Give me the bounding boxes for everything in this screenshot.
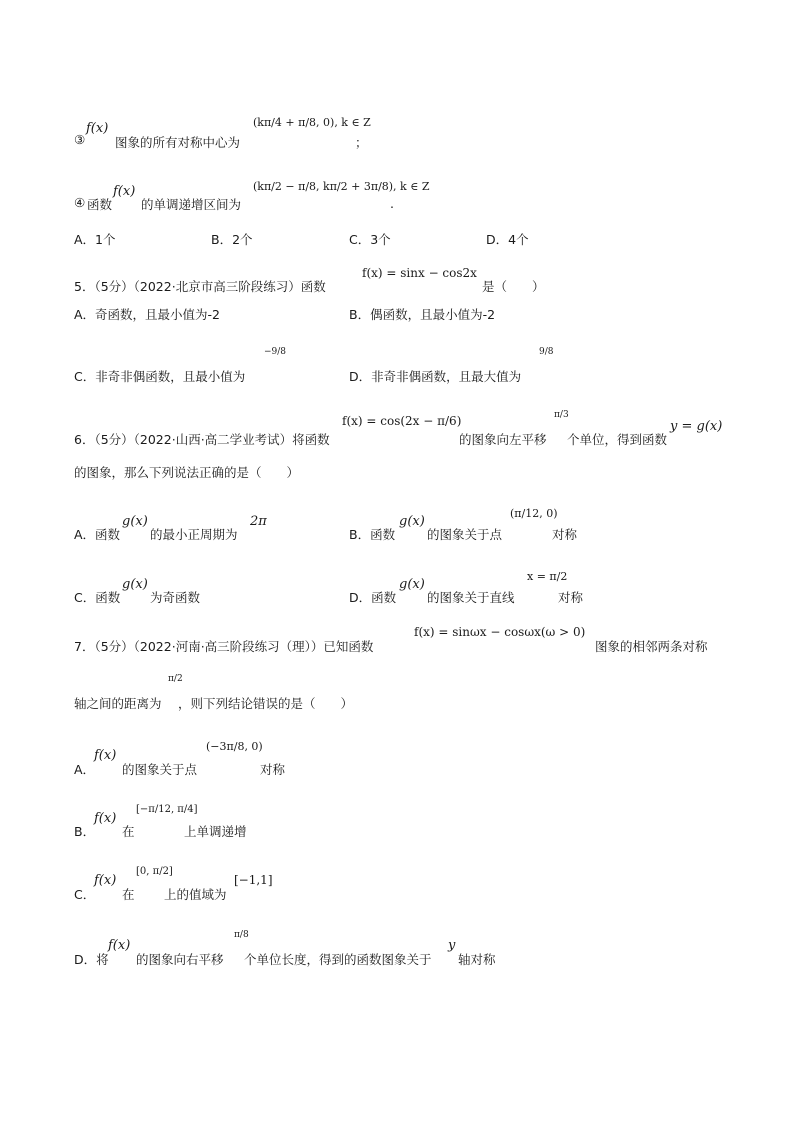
q5-formula: f(x) = sinx − cos2x	[362, 266, 477, 280]
q6-option-b-pre: B．函数	[349, 527, 396, 542]
q7-option-d-y: y	[448, 938, 456, 953]
func-fx: f(x)	[86, 121, 109, 136]
q7-option-c-pre: C．	[74, 887, 96, 902]
q7-formula: f(x) = sinωx − cosωx(ω > 0)	[414, 625, 586, 639]
q6-option-b-value: (π/12, 0)	[510, 507, 558, 520]
q6-mid2: 个单位，得到函数	[567, 432, 668, 447]
q7-after: 图象的相邻两条对称	[595, 639, 708, 654]
q7-option-d-text: 的图象向右平移	[136, 952, 224, 967]
q5-option-d-value: 9/8	[539, 347, 554, 357]
q6-option-d-pre: D．函数	[349, 590, 397, 605]
statement-4-pre: 函数	[87, 197, 113, 212]
q4-option-b: B．2个	[211, 232, 253, 247]
q7-option-b-value: [−π/12, π/4]	[136, 804, 198, 815]
q6-g-function: y = g(x)	[670, 419, 723, 434]
q6-option-d-g: g(x)	[399, 577, 425, 592]
q4-option-a: A．1个	[74, 232, 116, 247]
q6-option-a-pre: A．函数	[74, 527, 121, 542]
q5-option-a: A．奇函数，且最小值为-2	[74, 307, 221, 322]
q6-option-c-g: g(x)	[122, 577, 148, 592]
q6-option-d-value: x = π/2	[527, 570, 568, 583]
q6-option-a-text: 的最小正周期为	[150, 527, 238, 542]
q6-option-c-text: 为奇函数	[150, 590, 201, 605]
q6-option-b-g: g(x)	[399, 514, 425, 529]
q5-stem: 5．（5分）（2022·北京市高三阶段练习）函数	[74, 279, 326, 294]
q4-option-d: D．4个	[486, 232, 529, 247]
statement-marker: ③	[74, 132, 86, 147]
statement-4-marker: ④	[74, 195, 86, 210]
q5-option-b: B．偶函数，且最小值为-2	[349, 307, 496, 322]
q7-option-b-end: 上单调递增	[184, 824, 247, 839]
q7-option-c-value: [0, π/2]	[136, 866, 173, 877]
symmetry-center-formula: (kπ/4 + π/8, 0), k ∈ Z	[253, 116, 371, 129]
q7-option-b-pre: B．	[74, 824, 96, 839]
q6-option-a-value: 2π	[250, 514, 267, 529]
q6-stem: 6．（5分）（2022·山西·高二学业考试）将函数	[74, 432, 330, 447]
statement-3-text: 图象的所有对称中心为	[115, 135, 241, 150]
q7-option-c-range: [−1,1]	[234, 873, 273, 887]
q7-option-a-text: 的图象关于点	[122, 762, 198, 777]
statement-3-end: ；	[355, 135, 368, 150]
q7-line2-post: ，则下列结论错误的是（ ）	[178, 696, 354, 711]
q6-line2: 的图象，那么下列说法正确的是（ ）	[74, 465, 300, 480]
statement-4-text: 的单调递增区间为	[141, 197, 242, 212]
q7-option-a-end: 对称	[260, 762, 286, 777]
q4-option-c: C．3个	[349, 232, 391, 247]
q5-option-c-value: −9/8	[264, 347, 287, 357]
q7-option-d-f: f(x)	[108, 938, 131, 953]
q7-line2-value: π/2	[168, 674, 183, 684]
q5-after: 是（ ）	[482, 279, 545, 294]
q6-shift: π/3	[554, 410, 569, 420]
q7-option-a-pre: A．	[74, 762, 96, 777]
q6-option-d-end: 对称	[558, 590, 584, 605]
q5-option-c: C．非奇非偶函数，且最小值为	[74, 369, 246, 384]
q6-option-d-text: 的图象关于直线	[427, 590, 515, 605]
q6-option-a-g: g(x)	[122, 514, 148, 529]
q6-formula: f(x) = cos(2x − π/6)	[342, 414, 462, 428]
increasing-interval-formula: (kπ/2 − π/8, kπ/2 + 3π/8), k ∈ Z	[253, 180, 430, 193]
statement-4-end: .	[390, 196, 394, 211]
q7-option-c-mid: 上的值域为	[164, 887, 227, 902]
q7-line2-pre: 轴之间的距离为	[74, 696, 162, 711]
q7-option-b-f: f(x)	[94, 811, 117, 826]
q7-option-c-text: 在	[122, 887, 135, 902]
q7-option-a-f: f(x)	[94, 748, 117, 763]
statement-3	[74, 132, 85, 148]
q7-option-a-value: (−3π/8, 0)	[206, 740, 263, 753]
q7-option-d-pre: D．将	[74, 952, 109, 967]
q7-stem: 7．（5分）（2022·河南·高三阶段练习（理））已知函数	[74, 639, 374, 654]
func-fx: f(x)	[113, 184, 136, 199]
q6-option-c-pre: C．函数	[74, 590, 121, 605]
q7-option-d-mid: 个单位长度，得到的函数图象关于	[244, 952, 432, 967]
q7-option-d-end: 轴对称	[458, 952, 496, 967]
q6-option-b-end: 对称	[552, 527, 578, 542]
q6-mid: 的图象向左平移	[459, 432, 547, 447]
q7-option-d-value: π/8	[234, 930, 249, 940]
q5-option-d: D．非奇非偶函数，且最大值为	[349, 369, 522, 384]
q6-option-b-text: 的图象关于点	[427, 527, 503, 542]
q7-option-c-f: f(x)	[94, 873, 117, 888]
q7-option-b-text: 在	[122, 824, 135, 839]
